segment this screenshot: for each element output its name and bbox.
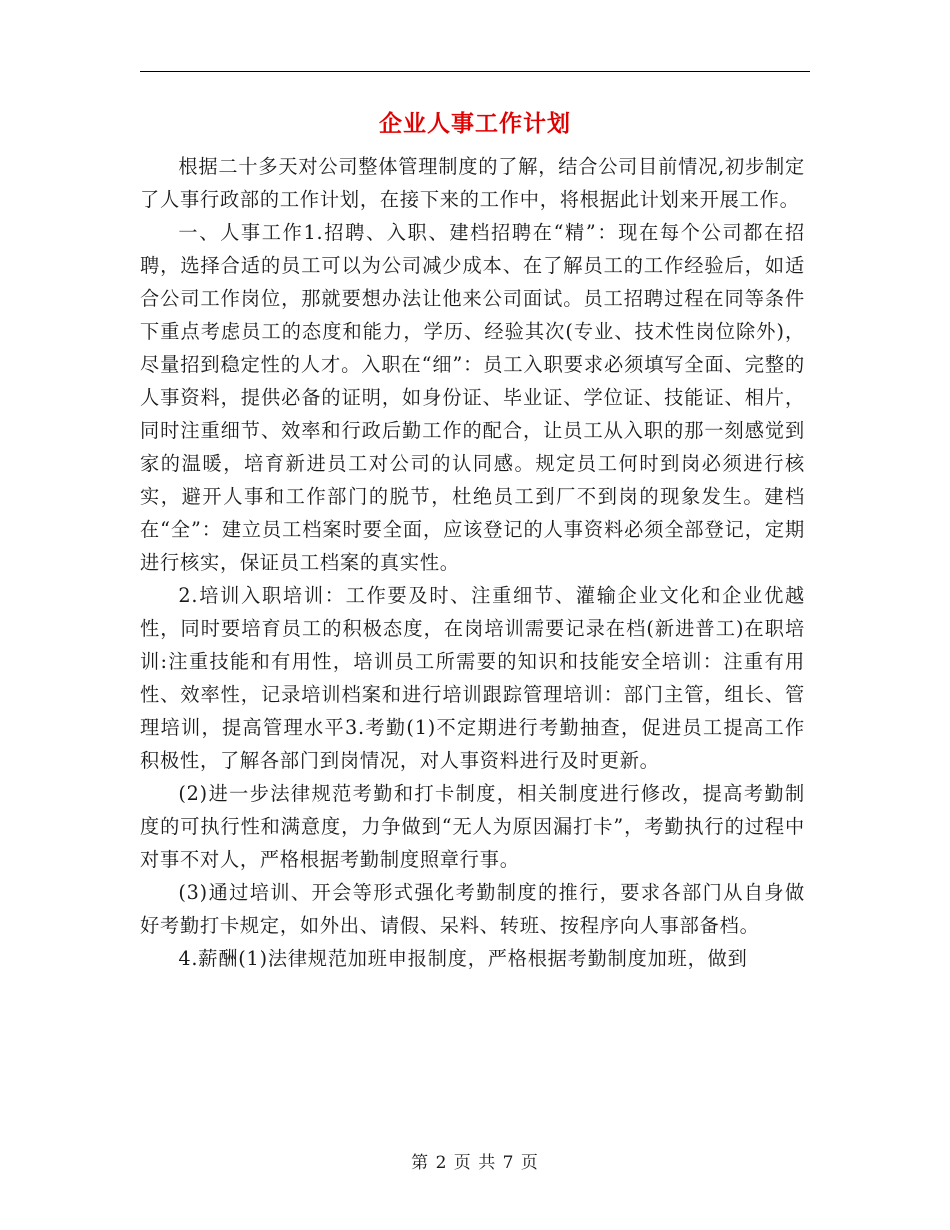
- paragraph-recruitment: 一、人事工作1.招聘、入职、建档招聘在“精”：现在每个公司都在招聘，选择合适的员工可以为公司减少成本、在了解员工的工作经验后，如适合公司工作岗位，那就要想办法让他来公司面试。员工招聘过程在同等条件下重点考虑员工的态度和能力，学历、经验其次(专业、技术性岗位除外)，尽量招到稳定性的人才。入职在“细”：员工入职要求必须填写全面、完整的人事资料，提供必备的证明，如身份证、毕业证、学位证、技能证、相片，同时注重细节、效率和行政后勤工作的配合，让员工从入职的那一刻感觉到家的温暖，培育新进员工对公司的认同感。规定员工何时到岗必须进行核实，避开人事和工作部门的脱节，杜绝员工到厂不到岗的现象发生。建档在“全”：建立员工档案时要全面，应该登记的人事资料必须全部登记，定期进行核实，保证员工档案的真实性。: [140, 221, 805, 574]
- header-rule: [140, 71, 810, 72]
- paragraph-intro: 根据二十多天对公司整体管理制度的了解，结合公司目前情况,初步制定了人事行政部的工作计划，在接下来的工作中，将根据此计划来开展工作。: [140, 155, 805, 211]
- paragraph-training-attendance: 2.培训入职培训：工作要及时、注重细节、灌输企业文化和企业优越性，同时要培育员工的积极态度，在岗培训需要记录在档(新进普工)在职培训:注重技能和有用性，培训员工所需要的知识和技能安全培训：注重有用性、效率性，记录培训档案和进行培训跟踪管理培训：部门主管，组长、管理培训，提高管理水平3.考勤(1)不定期进行考勤抽查，促进员工提高工作积极性，了解各部门到岗情况，对人事资料进行及时更新。: [140, 584, 805, 772]
- document-body: [140, 150, 805, 975]
- paragraph-attendance-2: (2)进一步法律规范考勤和打卡制度，相关制度进行修改，提高考勤制度的可执行性和满意度，力争做到“无人为原因漏打卡”，考勤执行的过程中对事不对人，严格根据考勤制度照章行事。: [140, 782, 805, 871]
- paragraph-attendance-3: (3)通过培训、开会等形式强化考勤制度的推行，要求各部门从自身做好考勤打卡规定，如外出、请假、呆料、转班、按程序向人事部备档。: [140, 881, 805, 937]
- paragraph-salary: 4.薪酬(1)法律规范加班申报制度，严格根据考勤制度加班，做到: [178, 947, 748, 970]
- page-number: 第 2 页 共 7 页: [411, 1153, 539, 1173]
- document-title: 企业人事工作计划: [379, 110, 571, 137]
